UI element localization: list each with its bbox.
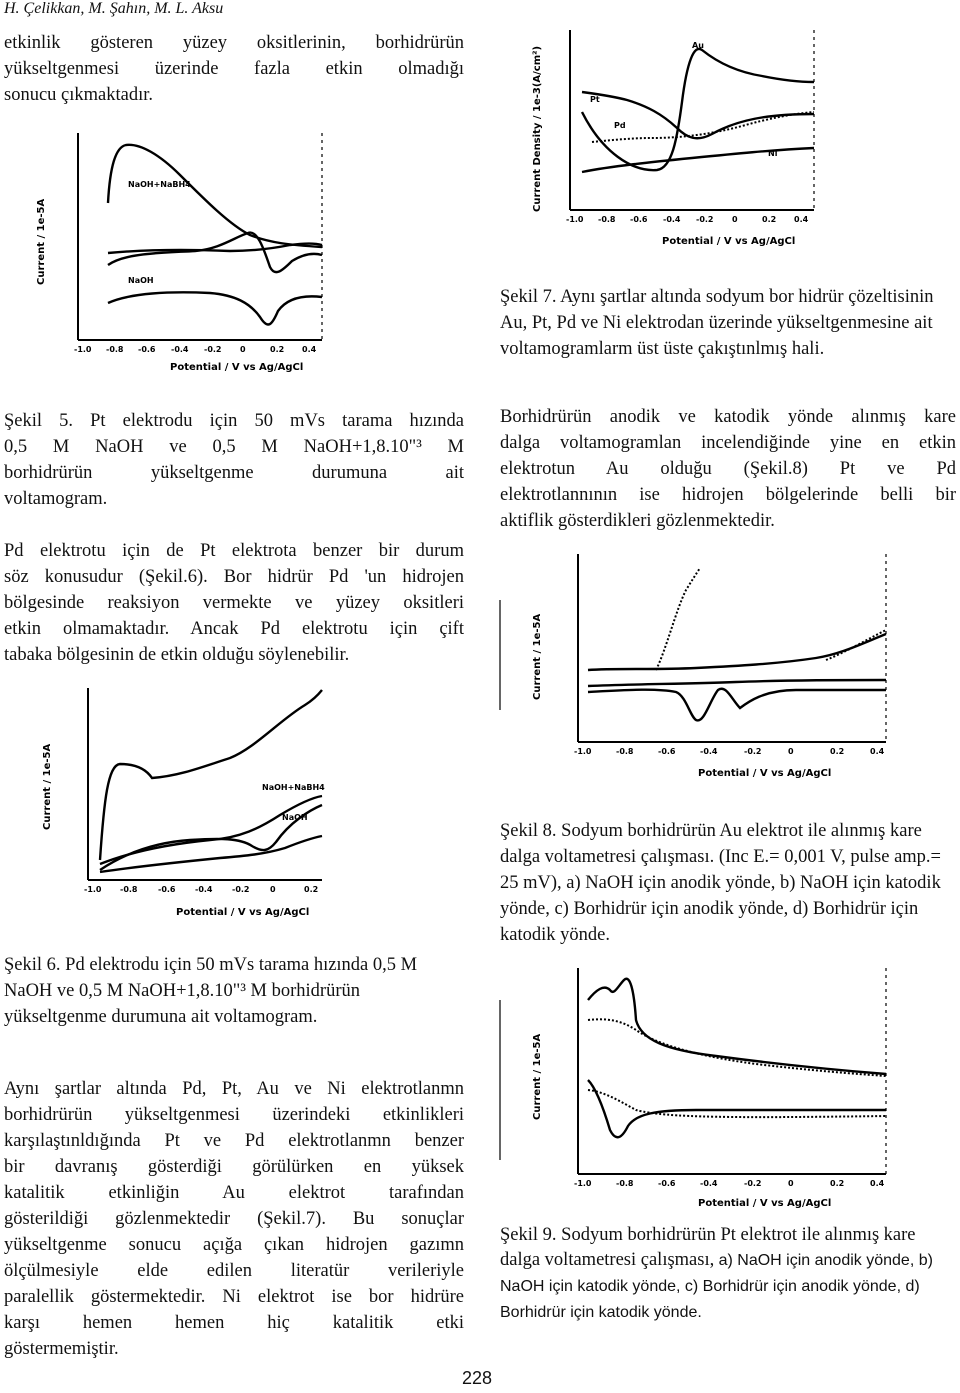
text-line: karşı hemen hemen hiç katalitik etki: [4, 1313, 464, 1333]
x-tick: -0.4: [663, 215, 681, 224]
x-tick: 0: [732, 215, 738, 224]
x-tick: 0.4: [870, 1179, 885, 1188]
figure-9-caption: [500, 1222, 956, 1325]
text-line: Şekil 6. Pd elektrodu için 50 mVs tarama hızında: [4, 955, 369, 975]
y-axis-label: Current / 1e-5A: [532, 613, 543, 700]
figure-8-caption: [500, 818, 956, 948]
text-line: paralellik göstermektedir. Ni elektrot ise bor hidrüre: [4, 1287, 464, 1307]
x-tick-labels: [74, 345, 317, 354]
text-line: sonucu çıkmaktadır.: [4, 85, 153, 105]
text-line: tabaka bölgesinin de etkin olduğu söylenebilir.: [4, 645, 350, 665]
curve-b: [588, 689, 886, 721]
x-tick: -1.0: [566, 215, 584, 224]
figure-7-voltammogram: [522, 22, 822, 252]
text-line: kare dalga voltametresi çalışması,: [500, 1225, 916, 1270]
text-line: söz konusudur (Şekil.6). Bor hidrür Pd 'un hidrojen: [4, 567, 464, 587]
x-tick: -0.2: [744, 747, 762, 756]
x-tick: -0.6: [658, 747, 676, 756]
text-line: b) NaOH için katodik yönde, c) Borhidrür için: [500, 873, 941, 919]
text-line: borhidrürün yükseltgenme durumuna ait: [4, 463, 464, 483]
text-line: etkinlik gösteren yüzey oksitlerinin, borhidrürün: [4, 33, 464, 53]
text-line: Aynı şartlar altında Pd, Pt, Au ve Ni elektrotlanmn: [4, 1079, 464, 1099]
figure-5-voltammogram: [30, 125, 330, 375]
text-line: 0,5 M NaOH ve 0,5 M NaOH+1,8.10"³ M: [4, 437, 464, 457]
x-tick: -0.8: [598, 215, 616, 224]
x-tick: -0.4: [700, 747, 718, 756]
x-tick: 0.4: [870, 747, 885, 756]
series-label: Au: [692, 41, 704, 50]
series-label: NaOH+NaBH4: [262, 783, 325, 792]
x-tick: 0.4: [302, 345, 317, 354]
figure-7-caption: [500, 284, 956, 362]
text-line: bölgesinde reaksiyon vermekte ve yüzey oksitleri: [4, 593, 464, 613]
page-number: 228: [462, 1368, 493, 1388]
x-tick-labels: [84, 885, 318, 894]
figure-6-caption: [4, 952, 464, 1030]
text-line: yönde, c) Borhidrür için anodik yönde, d) Borhidrür için: [500, 1278, 920, 1321]
text-line: dalga voltamogramlan incelendiğinde yine en etkin: [500, 433, 956, 453]
text-line: borhidrürün yükseltgenme durumuna ait: [4, 981, 360, 1027]
text-line: bir davranış gösterdiği görülürken en yüksek: [4, 1157, 464, 1177]
text-line: Şekil 9. Sodyum borhidrürün Pt elektrot ile alınmış: [500, 1225, 880, 1245]
x-axis-label: Potential / V vs Ag/AgCl: [698, 1198, 832, 1209]
x-tick: -0.8: [106, 345, 124, 354]
x-tick: 0.2: [830, 747, 845, 756]
x-tick-labels: [574, 747, 885, 756]
text-line: yükseltgenmesine ait voltamogramlarm üst üste: [500, 313, 933, 359]
x-axis-label: Potential / V vs Ag/AgCl: [698, 768, 832, 779]
curve-pt: [582, 92, 814, 138]
x-tick: -0.2: [232, 885, 250, 894]
text-line: a) NaOH için anodik yönde, b) NaOH için katodik: [500, 1252, 933, 1295]
x-tick: 0.2: [762, 215, 777, 224]
series-label: NaOH: [282, 813, 308, 822]
text-line: karşılaştınldığında Pt ve Pd elektrotlanmn benzer: [4, 1131, 464, 1151]
curve-ni: [582, 148, 814, 172]
text-line: pulse amp.= 25 mV), a) NaOH için anodik yönde,: [500, 847, 941, 893]
x-tick: 0.2: [830, 1179, 845, 1188]
y-axis-label: Current Density / 1e-3(A/cm²): [532, 45, 543, 212]
paragraph-3: [4, 1076, 464, 1362]
x-tick: -0.6: [630, 215, 648, 224]
text-line: Şekil 5. Pt elektrodu için 50 mVs tarama hızında: [4, 411, 464, 431]
x-tick: 0.2: [304, 885, 319, 894]
x-axis-label: Potential / V vs Ag/AgCl: [176, 907, 310, 918]
text-line: elektrotun Au olduğu (Şekil.8) Pt ve Pd: [500, 459, 956, 479]
text-line: çözeltisinin Au, Pt, Pd ve Ni elektrodan üzerinde: [500, 287, 934, 333]
text-line: elektrotlannının ise hidrojen bölgelerinde belli bir: [500, 485, 956, 505]
running-header: H. Çelikkan, M. Şahın, M. L. Aksu: [4, 0, 224, 17]
y-axis-label: Current / 1e-5A: [36, 198, 47, 285]
text-line: katalitik etkinliğin Au elektrot tarafından: [4, 1183, 464, 1203]
x-tick: -0.6: [658, 1179, 676, 1188]
text-line: yükseltgenme sonucu açığa çıkan hidrojen gazımn: [4, 1235, 464, 1255]
text-line: 0,5 M NaOH ve 0,5 M NaOH+1,8.10"³ M: [4, 955, 418, 1001]
text-line: aktiflik gösterdikleri gözlenmektedir.: [500, 511, 775, 531]
text-line: yükseltgenmesi üzerinde fazla etkin olmadığı: [4, 59, 464, 79]
curve-naoh-upper: [100, 796, 322, 864]
x-tick: -1.0: [574, 1179, 592, 1188]
text-line: borhidrürün yükseltgenmesi üzerindeki etkinlikleri: [4, 1105, 464, 1125]
text-line: kare dalga voltametresi çalışması. (Inc E.= 0,001 V,: [500, 821, 922, 867]
figure-5-axes: [78, 133, 322, 340]
x-tick: 0: [270, 885, 276, 894]
series-label: Pd: [614, 121, 626, 130]
x-axis-label: Potential / V vs Ag/AgCl: [170, 362, 304, 373]
text-line: gösterildiği gözlenmektedir (Şekil.7). Bu sonuçlar: [4, 1209, 464, 1229]
text-line: anodik yönde, d) Borhidrür için katodik yönde.: [500, 899, 919, 945]
text-line: ölçülmesiyle elde edilen literatür verileriyle: [4, 1261, 464, 1281]
text-line: Şekil 8. Sodyum borhidrürün Au elektrot ile alınmış: [500, 821, 886, 841]
x-tick-labels: [566, 215, 809, 224]
text-line: Borhidrürün anodik ve katodik yönde alınmış kare: [500, 407, 956, 427]
curve-d: [588, 680, 886, 686]
figure-8-voltammogram: [496, 540, 896, 780]
y-axis-label: Current / 1e-5A: [42, 743, 53, 830]
text-line: etkin olmamaktadır. Ancak Pd elektrotu için çift: [4, 619, 464, 639]
curve-c-right: [826, 630, 886, 660]
curve-a: [588, 979, 886, 1074]
x-axis-label: Potential / V vs Ag/AgCl: [662, 236, 796, 247]
x-tick: -1.0: [574, 747, 592, 756]
text-line: katodik yönde.: [598, 1304, 702, 1321]
x-tick: -0.2: [696, 215, 714, 224]
x-tick: -0.4: [195, 885, 213, 894]
x-tick: -0.8: [616, 1179, 634, 1188]
curve-c: [656, 568, 700, 670]
paragraph-1: [4, 30, 464, 108]
x-tick: -0.8: [120, 885, 138, 894]
text-line: Şekil 7. Aynı şartlar altında sodyum bor hidrür: [500, 287, 844, 307]
curve-d: [588, 1090, 886, 1117]
text-line: çakıştınlmış hali.: [697, 339, 825, 359]
series-label: Pt: [590, 95, 600, 104]
series-label: NaOH: [128, 276, 154, 285]
x-tick: -1.0: [84, 885, 102, 894]
x-tick: -0.8: [616, 747, 634, 756]
paragraph-2: [4, 538, 464, 668]
x-tick-labels: [574, 1179, 885, 1188]
curve-c: [588, 1019, 886, 1076]
x-tick: -0.4: [171, 345, 189, 354]
curve-naoh-nabh4-upper: [100, 690, 322, 860]
x-tick: -0.6: [138, 345, 156, 354]
x-tick: 0: [240, 345, 246, 354]
curve-a: [588, 634, 886, 670]
series-label: Ni: [768, 149, 778, 158]
x-tick: 0.4: [794, 215, 809, 224]
figure-9-voltammogram: [496, 960, 896, 1210]
curve-naoh-nabh4-lower: [108, 233, 322, 273]
x-tick: 0.2: [270, 345, 285, 354]
y-axis-label: Current / 1e-5A: [532, 1033, 543, 1120]
x-tick: 0: [788, 747, 794, 756]
text-line: voltamogram.: [4, 489, 108, 509]
text-line: göstermemiştir.: [4, 1339, 119, 1359]
x-tick: -1.0: [74, 345, 92, 354]
x-tick: -0.2: [744, 1179, 762, 1188]
text-line: Pd elektrotu için de Pt elektrota benzer bir durum: [4, 541, 464, 561]
curve-naoh-upper: [108, 244, 322, 254]
curve-au: [582, 49, 814, 170]
text-line: voltamogram.: [214, 1007, 318, 1027]
x-tick: -0.6: [158, 885, 176, 894]
x-tick: 0: [788, 1179, 794, 1188]
figure-5-caption: [4, 408, 464, 512]
curve-naoh-nabh4-upper: [108, 145, 322, 247]
x-tick: -0.4: [700, 1179, 718, 1188]
figure-6-voltammogram: [30, 680, 330, 920]
paragraph-4: [500, 404, 956, 534]
series-label: NaOH+NaBH4: [128, 180, 191, 189]
curve-naoh-lower: [108, 292, 322, 324]
x-tick: -0.2: [204, 345, 222, 354]
